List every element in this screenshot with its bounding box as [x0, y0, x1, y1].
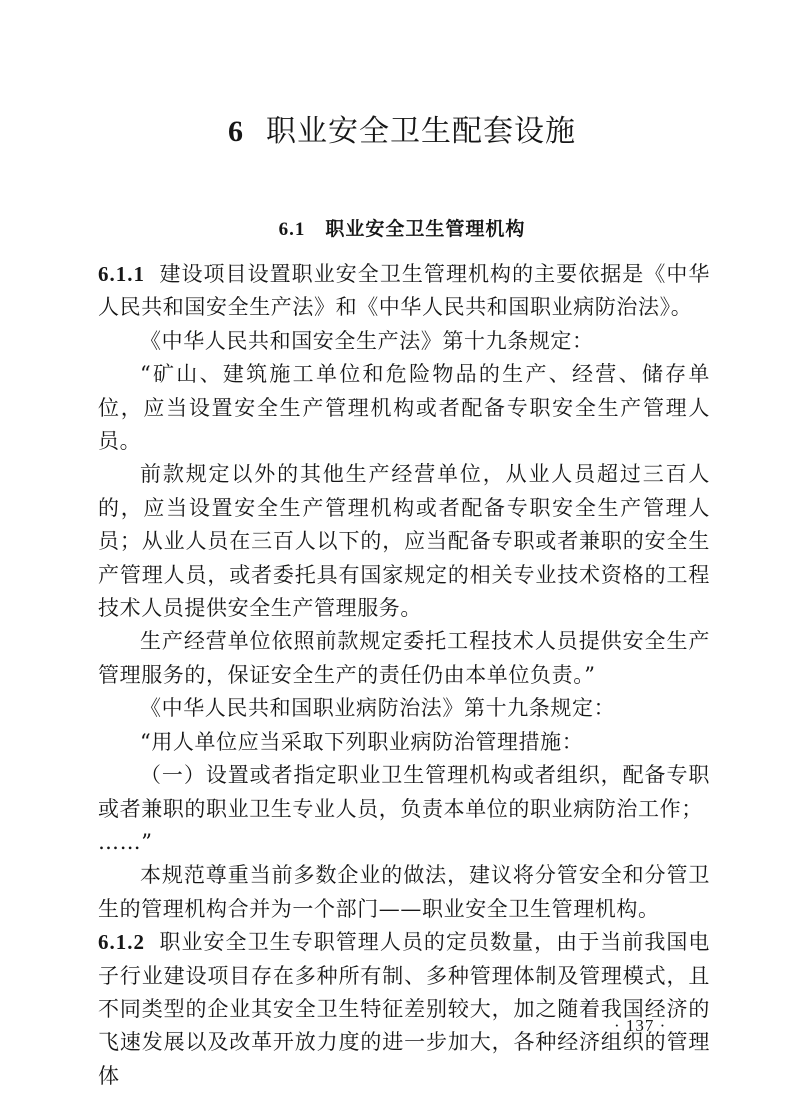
section-number: 6.1 — [278, 219, 306, 240]
chapter-number: 6 — [228, 115, 244, 148]
chapter-title-text: 职业安全卫生配套设施 — [266, 114, 576, 149]
paragraph: 生产经营单位依照前款规定委托工程技术人员提供安全生产管理服务的，保证安全生产的责任仍由本单位负责。” — [98, 629, 710, 687]
paragraph-ellipsis: ……” — [98, 829, 153, 854]
section-title-text: 职业安全卫生管理机构 — [325, 218, 526, 240]
paragraph: “用人单位应当采取下列职业病防治管理措施： — [140, 729, 584, 754]
article-6-1-1 — [98, 258, 710, 325]
article-text: 职业安全卫生专职管理人员的定员数量，由于当前我国电子行业建设项目存在多种所有制、多种管理体制及管理模式，且不同类型的企业其安全卫生特征差别较大，加之随着我国经济的飞速发展以及改革开放力度的进一步加大，各种经济组织的管理体 — [98, 930, 710, 1088]
chapter-title — [0, 112, 804, 152]
section-title — [0, 216, 804, 243]
body-text — [98, 258, 710, 1093]
paragraph: “矿山、建筑施工单位和危险物品的生产、经营、储存单位，应当设置安全生产管理机构或者配备专职安全生产管理人员。 — [98, 362, 710, 454]
paragraph: 《中华人民共和国职业病防治法》第十九条规定： — [140, 696, 616, 721]
paragraph: 《中华人民共和国安全生产法》第十九条规定： — [140, 328, 594, 353]
page-number: · 137 · — [614, 1016, 667, 1035]
article-number: 6.1.1 — [98, 262, 145, 286]
article-text: 建设项目设置职业安全卫生管理机构的主要依据是《中华人民共和国安全生产法》和《中华人民共和国职业病防治法》。 — [98, 262, 710, 320]
paragraph: 本规范尊重当前多数企业的做法，建议将分管安全和分管卫生的管理机构合并为一个部门——职业安全卫生管理机构。 — [98, 863, 710, 921]
article-6-1-2 — [98, 926, 710, 1093]
article-number: 6.1.2 — [98, 930, 145, 955]
paragraph: （一）设置或者指定职业卫生管理机构或者组织，配备专职或者兼职的职业卫生专业人员，负责本单位的职业病防治工作； — [98, 763, 710, 821]
paragraph: 前款规定以外的其他生产经营单位，从业人员超过三百人的，应当设置安全生产管理机构或者配备专职安全生产管理人员；从业人员在三百人以下的，应当配备专职或者兼职的安全生产管理人员，或者委托具有国家规定的相关专业技术资格的工程技术人员提供安全生产管理服务。 — [98, 462, 710, 621]
